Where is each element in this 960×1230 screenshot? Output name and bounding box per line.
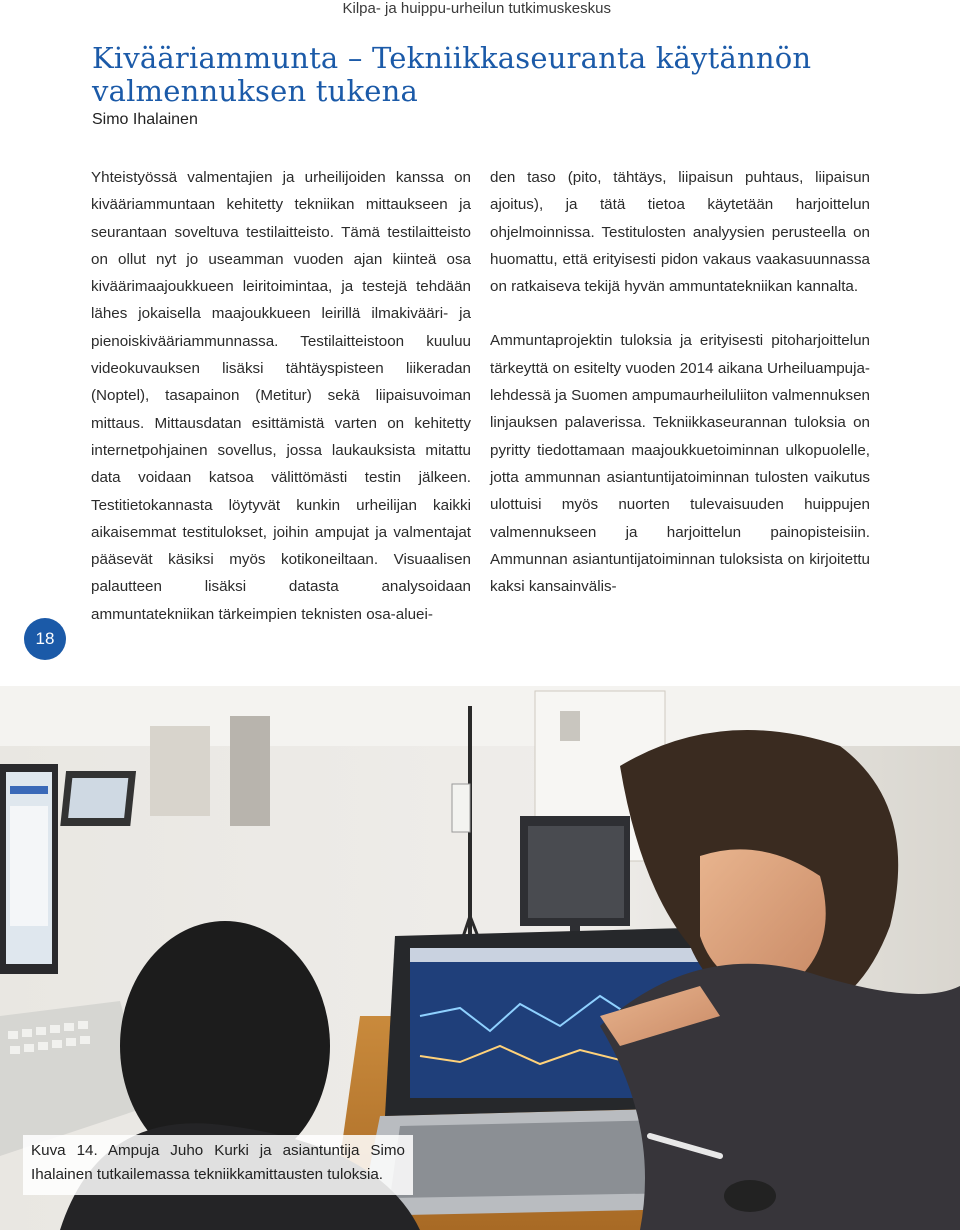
article-author: Simo Ihalainen <box>92 111 198 128</box>
right-column <box>490 164 870 600</box>
article-title: Kivääriammunta – Tekniikkaseuranta käytännön valmennuksen tukena <box>92 41 812 108</box>
left-column-text: Yhteistyössä valmentajien ja urheilijoiden kanssa on kivääriammuntaan kehitetty tekniikan mittaukseen ja seurantaan soveltuva testilaitteisto. Tämä testilaitteisto on ollut nyt jo useamman vuoden ajan kiinteä osa kiväärimaajoukkueen leiritoimintaa, ja testejä tehdään lähes jokaisella maajoukkueen leirillä ilmakivääri- ja pienoiskivääriammunnassa. Testilaitteistoon kuuluu videokuvauksen lisäksi tähtäyspisteen liikeradan (Noptel), tasapainon (Metitur) sekä liipaisuvoiman mittaus. Mittausdatan esittämistä varten on kehitetty internetpohjainen sovellus, jossa laukauksista mitattu data voidaan katsoa välittömästi testin jälkeen. Testitietokannasta löytyvät kunkin urheilijan kaikki aikaisemmat testitulokset, joihin ampujat ja valmentajat pääsevät käsiksi myös kotikoneiltaan. Visuaalisen palautteen lisäksi datasta analysoidaan ammuntatekniikan tärkeimpien teknisten osa-aluei- <box>91 169 471 623</box>
right-column-paragraph-1: den taso (pito, tähtäys, liipaisun puhtaus, liipaisun ajoitus), ja tätä tietoa käytetään harjoittelun ohjelmoinnissa. Testitulosten analyysien perusteella on huomattu, että erityisesti pidon vakaus vaakasuunnassa on ratkaiseva tekijä hyvän ammuntatekniikan kannalta. <box>490 169 870 296</box>
right-column-paragraph-2: Ammuntaprojektin tuloksia ja erityisesti pitoharjoittelun tärkeyttä on esitelty vuoden 2014 aikana Urheiluampuja-lehdessä ja Suomen ampumaurheiluliiton valmennuksen linjauksen palaverissa. Tekniikkaseurannan tuloksia on pyritty tiedottamaan maajoukkuetoiminnan ulkopuolelle, jotta ammunnan asiantuntijatoiminnan tulosten vaikutus ulottuisi myös nuorten tulevaisuuden huippujen valmennukseen ja harjoittelun painopisteisiin. Ammunnan asiantuntijatoiminnan tuloksista on kirjoitettu kaksi kansainvälis- <box>490 332 870 596</box>
running-head: Kilpa- ja huippu-urheilun tutkimuskeskus <box>342 0 611 17</box>
left-column <box>91 164 471 628</box>
figure-caption: Kuva 14. Ampuja Juho Kurki ja asiantuntija Simo Ihalainen tutkailemassa tekniikkamittausten tuloksia. <box>23 1135 413 1195</box>
page-number-badge: 18 <box>24 618 66 660</box>
